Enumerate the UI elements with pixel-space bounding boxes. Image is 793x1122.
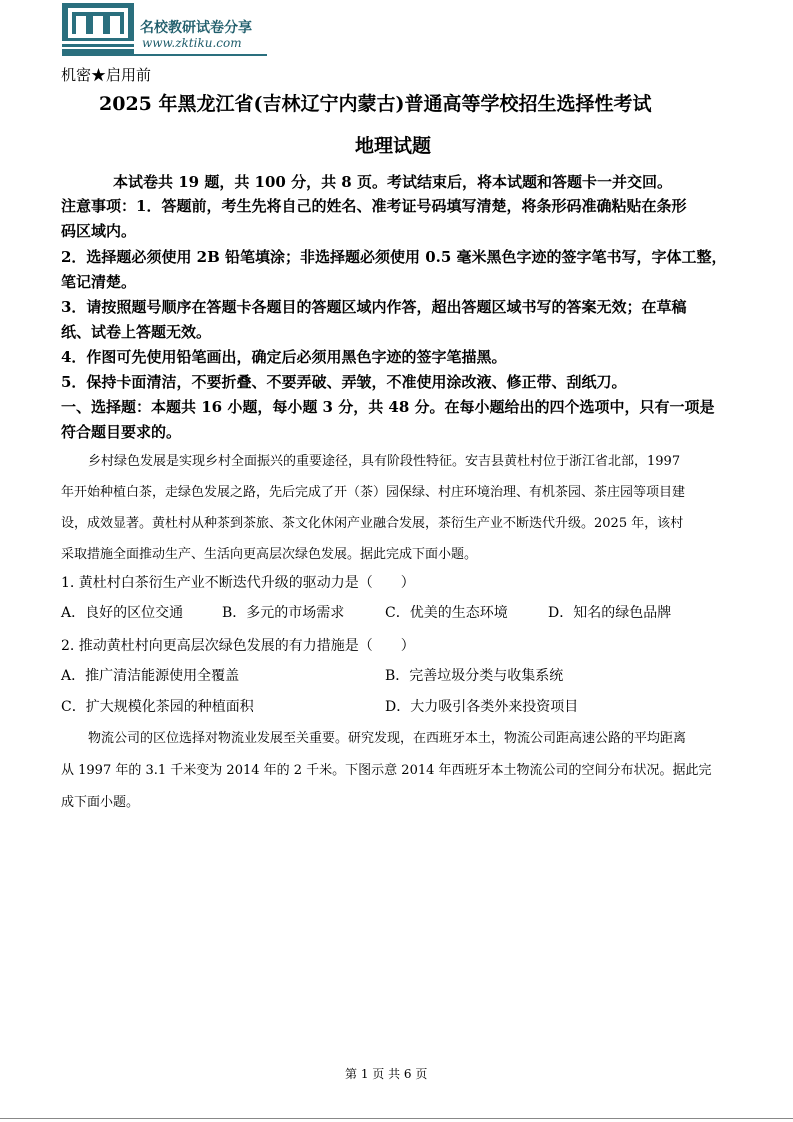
q2-stem: 2. 推动黄杜村向更高层次绿色发展的有力措施是（ ） [61, 638, 415, 654]
school-logo-icon [62, 3, 134, 54]
confidential-label: 机密★启用前 [61, 66, 152, 84]
logo-name: 名校教研试卷分享 [140, 20, 252, 36]
note-3a: 3．请按照题号顺序在答题卡各题目的答题区域内作答，超出答题区域书写的答案无效；在草稿 [61, 298, 687, 316]
note-1a: 注意事项：1．答题前，考生先将自己的姓名、准考证号码填写清楚，将条形码准确粘贴在条形 [61, 197, 687, 215]
q1-option-d: D．知名的绿色品牌 [548, 605, 672, 621]
q1-option-c: C．优美的生态环境 [385, 605, 508, 621]
logo [62, 3, 134, 54]
q2-option-d: D．大力吸引各类外来投资项目 [385, 699, 579, 715]
note-1b: 码区域内。 [61, 222, 137, 240]
q2-option-c: C．扩大规模化茶园的种植面积 [61, 699, 254, 715]
passage2-line1: 物流公司的区位选择对物流业发展至关重要。研究发现，在西班牙本土，物流公司距高速公路的平均距离 [88, 731, 687, 746]
subject-title: 地理试题 [355, 135, 432, 157]
exam-title: 2025 年黑龙江省(吉林辽宁内蒙古)普通高等学校招生选择性考试 [99, 93, 652, 115]
passage1-line2: 年开始种植白茶，走绿色发展之路，先后完成了开（茶）园保绿、村庄环境治理、有机茶园、茶庄园等项目建 [61, 485, 686, 500]
note-2b: 笔记清楚。 [61, 273, 137, 291]
passage2-line2: 从 1997 年的 3.1 千米变为 2014 年的 2 千米。下图示意 2014 年西班牙本土物流公司的空间分布状况。据此完 [61, 763, 712, 778]
logo-url: www.zktiku.com [142, 36, 242, 50]
q2-option-b: B．完善垃圾分类与收集系统 [385, 668, 564, 684]
passage1-line4: 采取措施全面推动生产、生活向更高层次绿色发展。据此完成下面小题。 [61, 547, 478, 562]
passage1-line3: 设，成效显著。黄杜村从种茶到茶旅、茶文化休闲产业融合发展，茶衍生产业不断迭代升级。2025 年，该村 [61, 516, 684, 531]
page-bottom-rule [0, 1118, 793, 1119]
logo-underline [62, 54, 267, 56]
note-4: 4．作图可先使用铅笔画出，确定后必须用黑色字迹的签字笔描黑。 [61, 348, 507, 366]
passage1-line1: 乡村绿色发展是实现乡村全面振兴的重要途径，具有阶段性特征。安吉县黄杜村位于浙江省北部，1997 [88, 454, 681, 469]
q1-option-a: A．良好的区位交通 [61, 605, 184, 621]
note-2a: 2．选择题必须使用 2B 铅笔填涂；非选择题必须使用 0.5 毫米黑色字迹的签字笔书写，字体工整， [61, 248, 727, 266]
note-5: 5．保持卡面清洁，不要折叠、不要弄破、弄皱，不准使用涂改液、修正带、刮纸刀。 [61, 373, 627, 391]
section-heading-1a: 一、选择题：本题共 16 小题，每小题 3 分，共 48 分。在每小题给出的四个选项中，只有一项是 [61, 398, 715, 416]
note-3b: 纸、试卷上答题无效。 [61, 323, 212, 341]
page-number: 第 1 页 共 6 页 [345, 1067, 428, 1081]
section-heading-1b: 符合题目要求的。 [61, 423, 182, 441]
passage2-line3: 成下面小题。 [61, 795, 140, 810]
q1-stem: 1. 黄杜村白茶衍生产业不断迭代升级的驱动力是（ ） [61, 575, 415, 591]
q1-option-b: B．多元的市场需求 [222, 605, 345, 621]
exam-intro: 本试卷共 19 题，共 100 分，共 8 页。考试结束后，将本试题和答题卡一并交回。 [113, 173, 672, 191]
q2-option-a: A．推广清洁能源使用全覆盖 [61, 668, 240, 684]
